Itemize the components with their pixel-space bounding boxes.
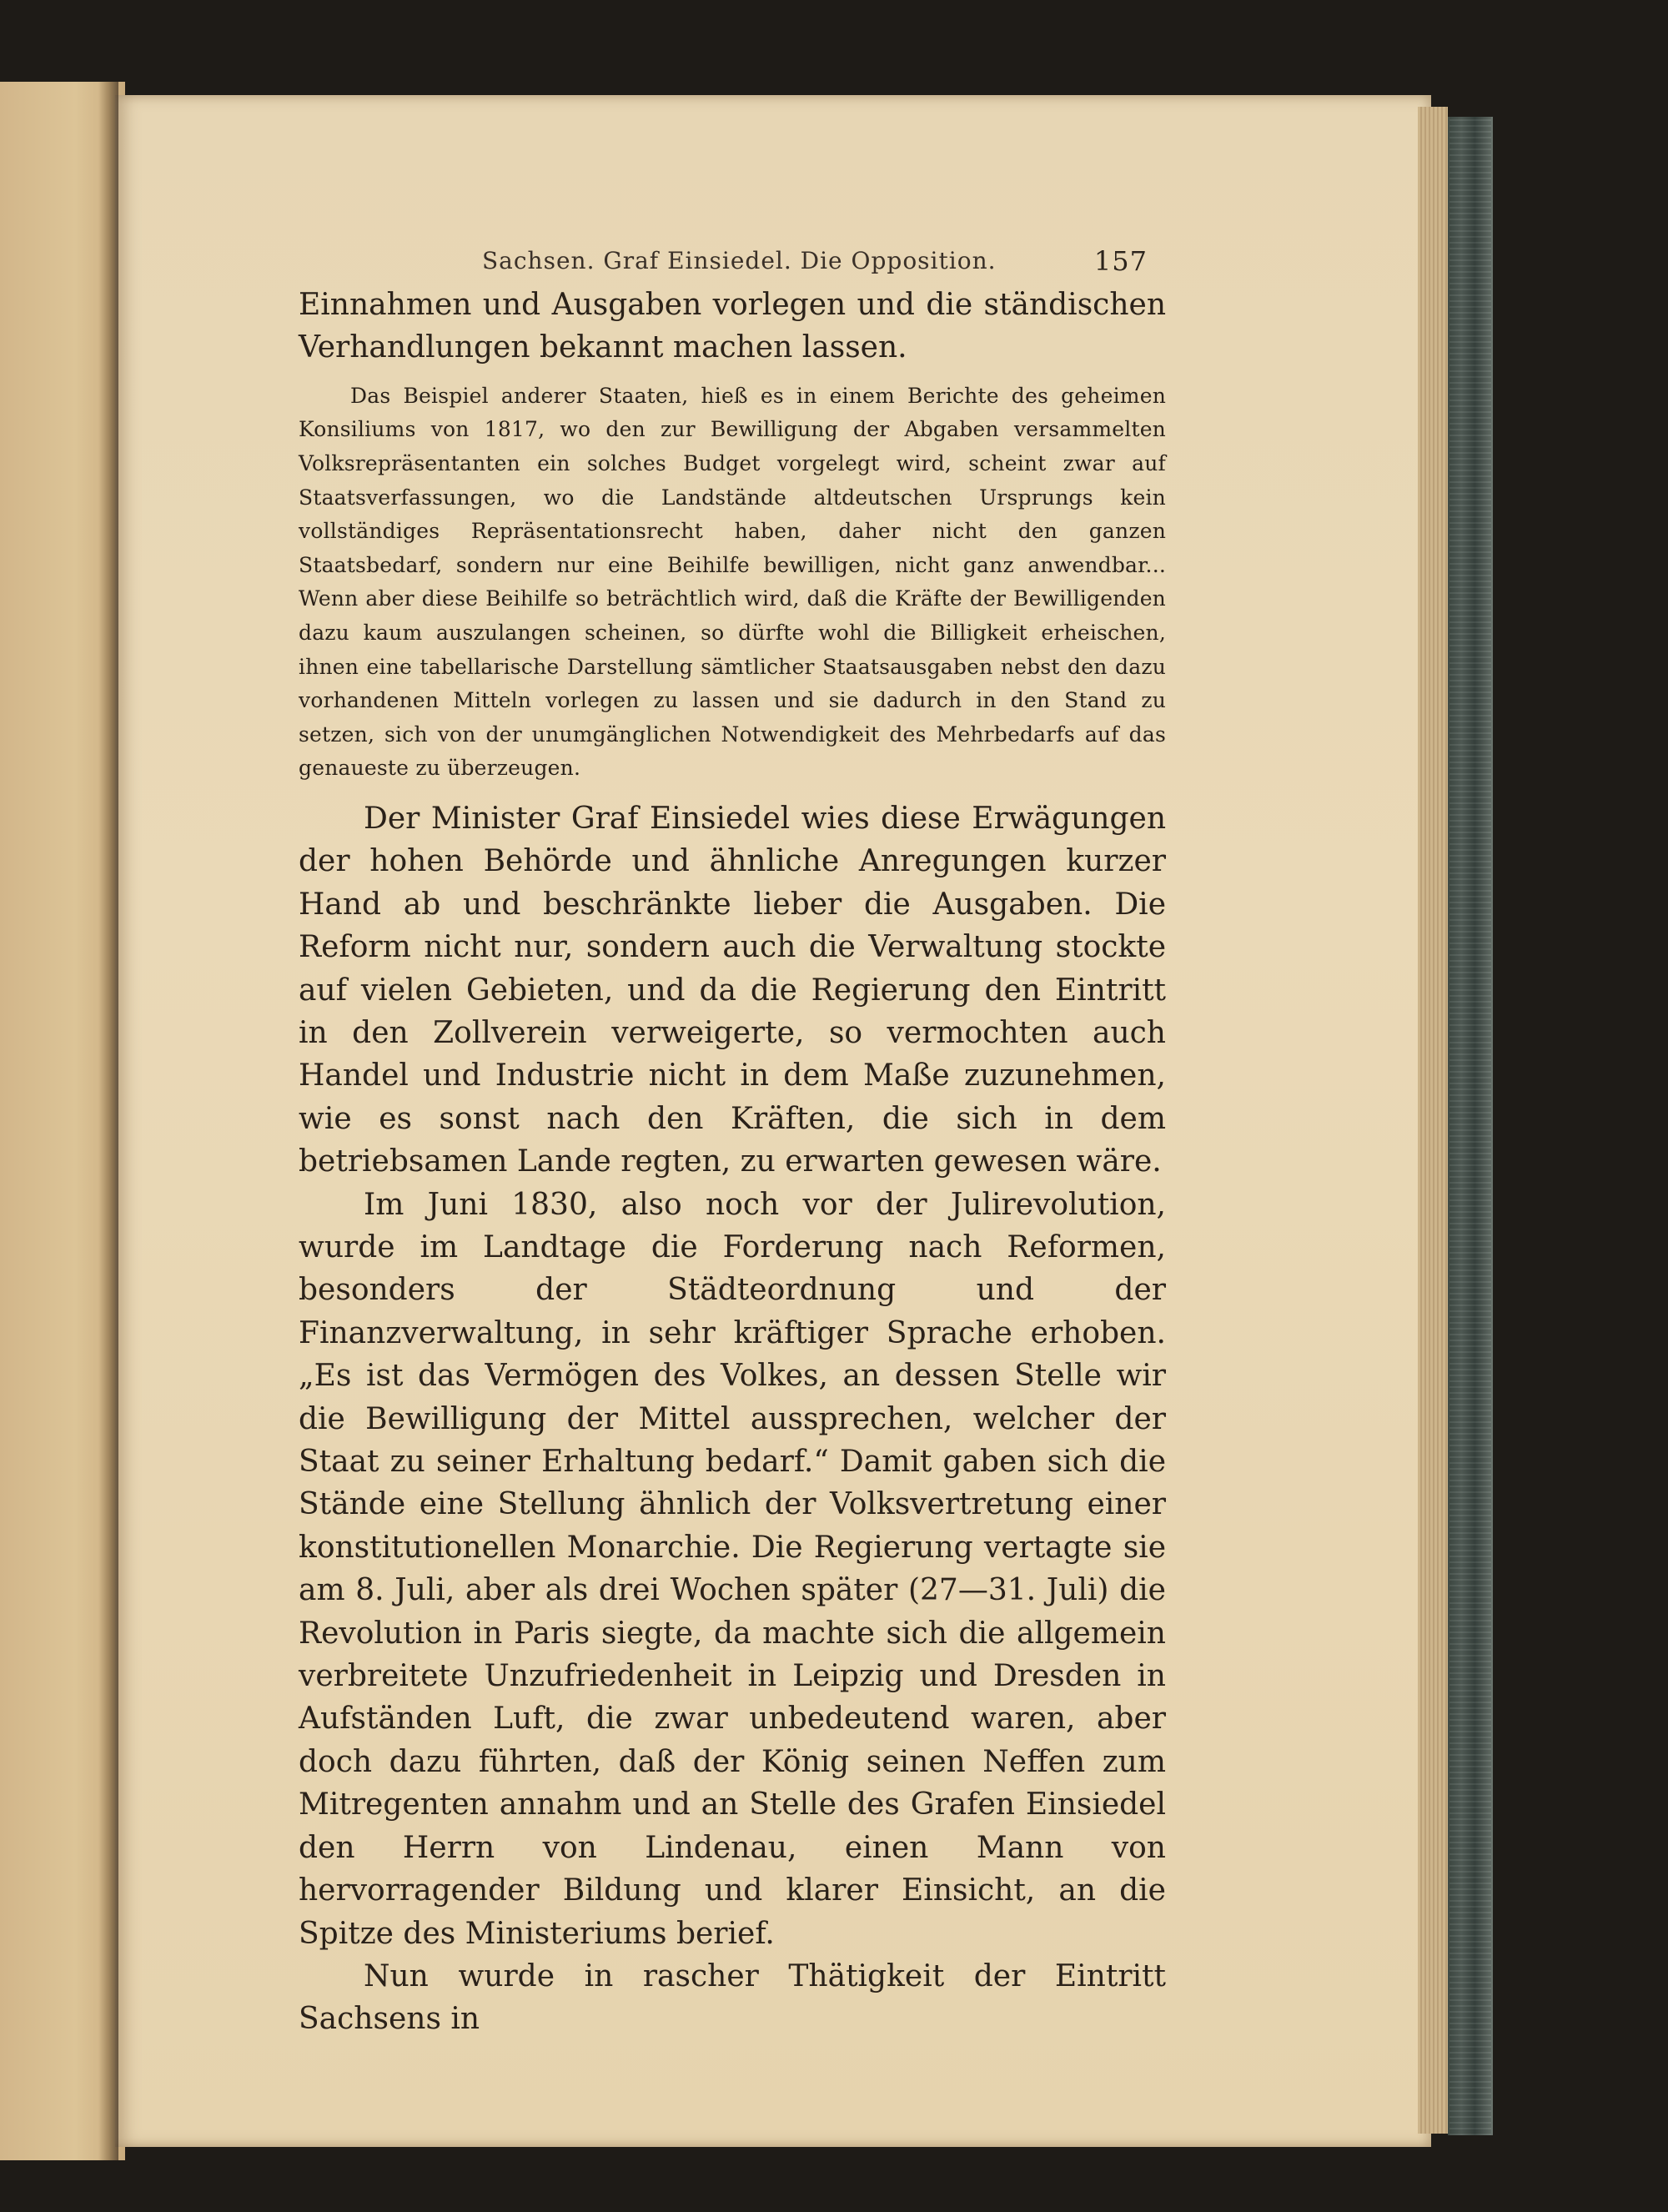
paragraph-june-1830: Im Juni 1830, also noch vor der Julirevolution, wurde im Landtage die Forderung nach Reformen, besonders der Städteordnung und der Finanzverwaltung, in sehr kräftiger Sprache erhoben. „Es ist das Vermögen des Volkes, an dessen Stelle wir die Bewilligung der Mittel aussprechen, welcher der Staat zu seiner Erhaltung bedarf.“ Damit gaben sich die Stände eine Stellung ähnlich der Volksvertretung einer konstitutionellen Monarchie. Die Regierung vertagte sie am 8. Juli, aber als drei Wochen später (27—31. Juli) die Revolution in Paris siegte, da machte sich die allgemein verbreitete Unzufriedenheit in Leipzig und Dresden in Aufständen Luft, die zwar unbedeutend waren, aber doch dazu führten, daß der König seinen Neffen zum Mitregenten annahm und an Stelle des Grafen Einsiedel den Herrn von Lindenau, einen Mann von hervorragender Bildung und klarer Einsicht, an die Spitze des Ministeriums berief.: [299, 1187, 1166, 1951]
page-edges: [1418, 107, 1448, 2134]
cover-texture: [1449, 117, 1491, 2135]
running-head: Sachsen. Graf Einsiedel. Die Opposition.: [482, 247, 997, 274]
book-gutter: [98, 82, 118, 2160]
paragraph-minister: Der Minister Graf Einsiedel wies diese Erwägungen der hohen Behörde und ähnliche Anregungen kurzer Hand ab und beschränkte lieber die Ausgaben. Die Reform nicht nur, sondern auch die Verwaltung stockte auf vielen Gebieten, und da die Regierung den Eintritt in den Zollverein verweigerte, so vermochten auch Handel und Industrie nicht in dem Maße zuzunehmen, wie es sonst nach den Kräften, die sich in dem betriebsamen Lande regten, zu erwarten gewesen wäre.: [299, 801, 1166, 1179]
paragraph-zollverein: Nun wurde in rascher Thätigkeit der Eintritt Sachsens in: [299, 1958, 1166, 2037]
page-header: [299, 234, 1166, 284]
text-block: [299, 234, 1166, 2041]
paragraph-continuation: Einnahmen und Ausgaben vorlegen und die ständischen Verhandlungen bekannt machen lassen.: [299, 288, 1166, 365]
quoted-report: Das Beispiel anderer Staaten, hieß es in einem Berichte des geheimen Konsiliums von 1817, wo den zur Bewilligung der Abgaben versammelten Volksrepräsentanten ein solches Budget vorgelegt wird, scheint zwar auf Staatsverfassungen, wo die Landstände altdeutschen Ursprungs kein vollständiges Repräsentationsrecht haben, daher nicht den ganzen Staatsbedarf, sondern nur eine Beihilfe bewilligen, nicht ganz anwendbar... Wenn aber diese Beihilfe so beträchtlich wird, daß die Kräfte der Bewilligenden dazu kaum auszulangen scheinen, so dürfte wohl die Billigkeit erheischen, ihnen eine tabellarische Darstellung sämtlicher Staatsausgaben nebst den dazu vorhandenen Mitteln vorlegen zu lassen und sie dadurch in den Stand zu setzen, sich von der unumgänglichen Notwendigkeit des Mehrbedarfs auf das genaueste zu überzeugen.: [299, 383, 1166, 781]
page-number: 157: [1093, 245, 1148, 277]
